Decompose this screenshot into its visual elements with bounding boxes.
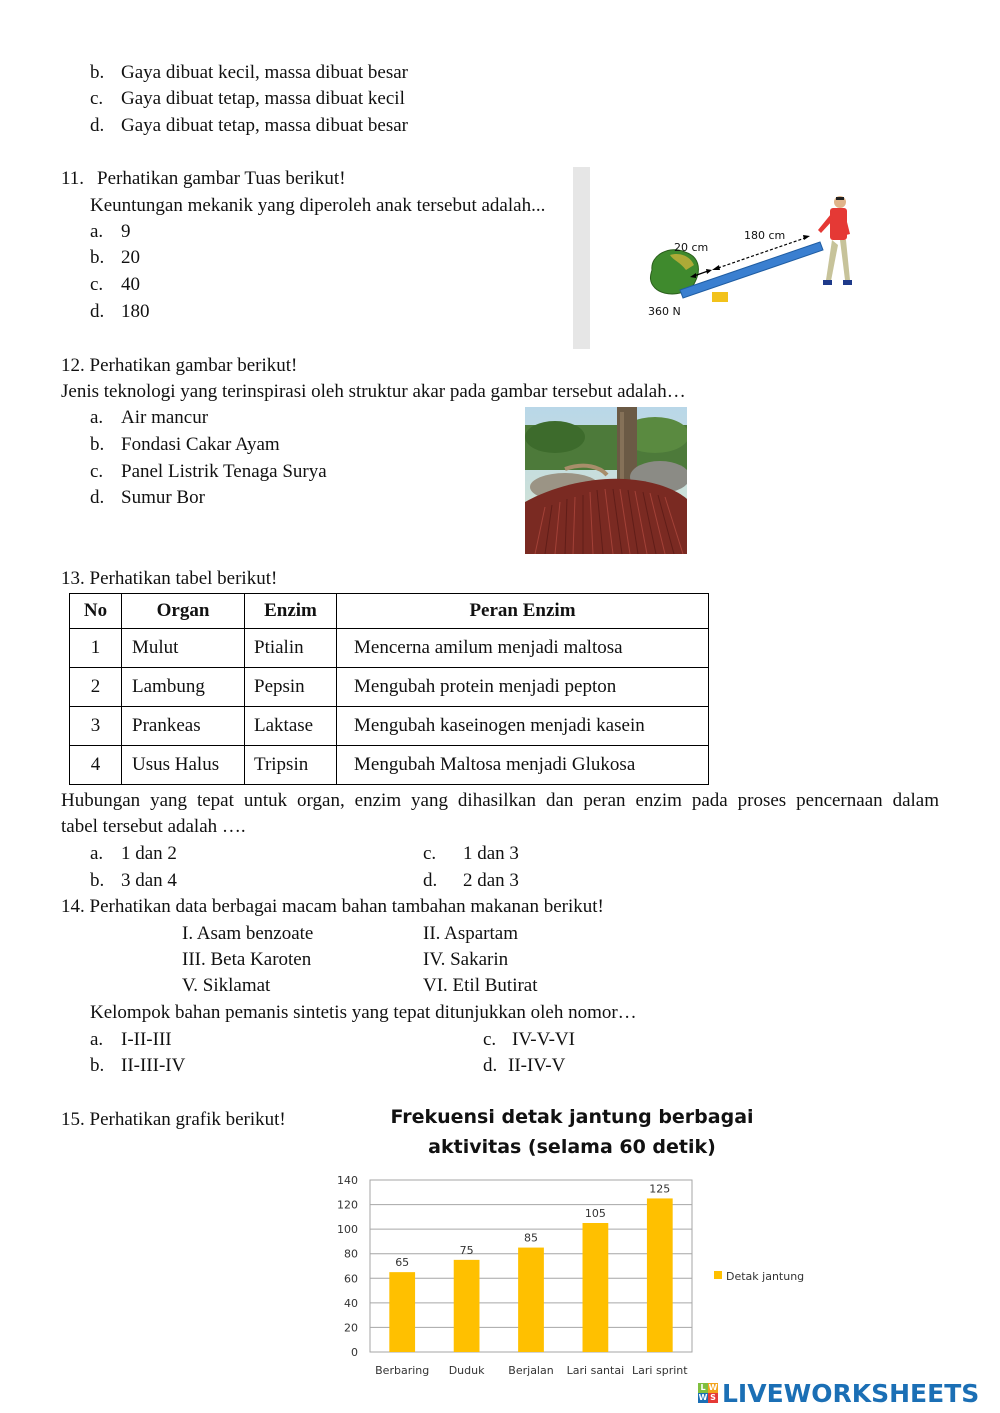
q11-opt-b-letter: b. bbox=[90, 247, 105, 268]
cell-peran: Mencerna amilum menjadi maltosa bbox=[337, 629, 709, 668]
lever-label-long: 180 cm bbox=[744, 229, 786, 242]
q13-opt-a-letter: a. bbox=[90, 843, 104, 864]
cell-organ: Usus Halus bbox=[122, 746, 245, 785]
figure-divider bbox=[573, 167, 590, 349]
q10-opt-c-letter: c. bbox=[90, 88, 104, 109]
q12-opt-c-letter: c. bbox=[90, 461, 104, 482]
header-no: No bbox=[70, 594, 122, 629]
bar bbox=[389, 1272, 415, 1352]
q15-title: 15. Perhatikan grafik berikut! bbox=[61, 1109, 286, 1130]
cell-no: 1 bbox=[70, 629, 122, 668]
liveworksheets-logo bbox=[698, 1378, 979, 1408]
q12-opt-d-letter: d. bbox=[90, 487, 105, 508]
q10-opt-b-letter: b. bbox=[90, 62, 105, 83]
y-tick-label: 40 bbox=[344, 1296, 358, 1310]
x-tick-label: Duduk bbox=[448, 1364, 485, 1377]
q11-opt-d-letter: d. bbox=[90, 301, 105, 322]
data-label: 105 bbox=[584, 1207, 606, 1220]
y-tick-label: 60 bbox=[344, 1272, 358, 1286]
data-label: 85 bbox=[524, 1231, 538, 1245]
table-row bbox=[70, 629, 709, 668]
table-row bbox=[70, 707, 709, 746]
q14-opt-a-letter: a. bbox=[90, 1029, 104, 1050]
q13-opt-c-text: 1 dan 3 bbox=[463, 843, 519, 864]
q11-number: 11. bbox=[61, 168, 85, 189]
q14-question: Kelompok bahan pemanis sintetis yang tepat ditunjukkan oleh nomor… bbox=[90, 1002, 637, 1023]
cell-no: 4 bbox=[70, 746, 122, 785]
y-tick-label: 80 bbox=[344, 1247, 358, 1261]
q12-title: 12. Perhatikan gambar berikut! bbox=[61, 355, 298, 376]
q13-question-line2: tabel tersebut adalah …. bbox=[61, 816, 246, 837]
q13-opt-d-letter: d. bbox=[423, 870, 438, 891]
q13-opt-b-letter: b. bbox=[90, 870, 105, 891]
y-tick-label: 0 bbox=[351, 1346, 358, 1359]
table-row bbox=[70, 746, 709, 785]
q14-item-4: IV. Sakarin bbox=[423, 949, 509, 970]
q13-opt-b-text: 3 dan 4 bbox=[121, 870, 177, 891]
data-label: 75 bbox=[459, 1243, 474, 1257]
cell-peran: Mengubah Maltosa menjadi Glukosa bbox=[337, 746, 709, 785]
x-tick-label: Berbaring bbox=[375, 1364, 430, 1377]
x-tick-label: Lari sprint bbox=[632, 1364, 688, 1377]
y-tick-label: 100 bbox=[337, 1223, 358, 1237]
palm-root-photo bbox=[525, 407, 687, 554]
q11-opt-a-text: 9 bbox=[121, 221, 131, 242]
q13-opt-c-letter: c. bbox=[423, 843, 437, 864]
bar bbox=[583, 1223, 609, 1352]
cell-enzim: Ptialin bbox=[245, 629, 337, 668]
q14-opt-a-text: I-II-III bbox=[121, 1029, 172, 1050]
q11-opt-c-letter: c. bbox=[90, 274, 104, 295]
cell-enzim: Pepsin bbox=[245, 668, 337, 707]
data-label: 65 bbox=[395, 1256, 410, 1270]
legend-label: Detak jantung bbox=[726, 1270, 805, 1283]
lever-label-short: 20 cm bbox=[674, 241, 709, 254]
q11-question: Keuntungan mekanik yang diperoleh anak tersebut adalah... bbox=[90, 195, 546, 216]
q14-opt-d-letter: d. bbox=[483, 1055, 498, 1076]
q12-opt-a-letter: a. bbox=[90, 407, 104, 428]
q12-question: Jenis teknologi yang terinspirasi oleh struktur akar pada gambar tersebut adalah… bbox=[61, 381, 686, 402]
header-enzim: Enzim bbox=[245, 594, 337, 629]
header-organ: Organ bbox=[122, 594, 245, 629]
q14-item-5: V. Siklamat bbox=[182, 975, 271, 996]
q12-opt-b-text: Fondasi Cakar Ayam bbox=[121, 434, 280, 455]
q11-opt-c-text: 40 bbox=[121, 274, 140, 295]
q14-item-3: III. Beta Karoten bbox=[182, 949, 312, 970]
logo-text: LIVEWORKSHEETS bbox=[722, 1378, 980, 1408]
q14-item-2: II. Aspartam bbox=[423, 923, 518, 944]
heart-rate-chart bbox=[320, 1168, 820, 1378]
q10-opt-d-text: Gaya dibuat tetap, massa dibuat besar bbox=[121, 115, 409, 136]
cell-peran: Mengubah protein menjadi pepton bbox=[337, 668, 709, 707]
lever-label-load: 360 N bbox=[648, 305, 681, 318]
x-tick-label: Berjalan bbox=[508, 1364, 554, 1377]
q10-opt-d-letter: d. bbox=[90, 115, 105, 136]
cell-no: 3 bbox=[70, 707, 122, 746]
bar bbox=[454, 1260, 480, 1352]
cell-organ: Mulut bbox=[122, 629, 245, 668]
legend-swatch bbox=[714, 1271, 722, 1279]
q12-opt-c-text: Panel Listrik Tenaga Surya bbox=[121, 461, 327, 482]
q11-opt-d-text: 180 bbox=[121, 301, 150, 322]
q14-item-6: VI. Etil Butirat bbox=[423, 975, 538, 996]
x-tick-label: Lari santai bbox=[566, 1364, 625, 1377]
chart-title-line2: aktivitas (selama 60 detik) bbox=[428, 1136, 716, 1158]
q10-opt-b-text: Gaya dibuat kecil, massa dibuat besar bbox=[121, 62, 409, 83]
q14-title: 14. Perhatikan data berbagai macam bahan tambahan makanan berikut! bbox=[61, 896, 604, 917]
fulcrum bbox=[712, 292, 728, 302]
q11-opt-b-text: 20 bbox=[121, 247, 140, 268]
cell-no: 2 bbox=[70, 668, 122, 707]
enzyme-table bbox=[69, 593, 709, 785]
q14-opt-c-letter: c. bbox=[483, 1029, 497, 1050]
data-label: 125 bbox=[649, 1182, 671, 1196]
q14-opt-c-text: IV-V-VI bbox=[512, 1029, 575, 1050]
bar bbox=[518, 1248, 544, 1352]
y-tick-label: 20 bbox=[344, 1321, 358, 1335]
cell-organ: Lambung bbox=[122, 668, 245, 707]
cell-peran: Mengubah kaseinogen menjadi kasein bbox=[337, 707, 709, 746]
logo-box-icon: L W W S bbox=[698, 1383, 718, 1402]
boy-figure bbox=[818, 196, 852, 285]
cell-enzim: Laktase bbox=[245, 707, 337, 746]
table-header-row bbox=[70, 594, 709, 629]
cell-enzim: Tripsin bbox=[245, 746, 337, 785]
chart-title-line1: Frekuensi detak jantung berbagai bbox=[390, 1106, 754, 1128]
q13-question-line1: Hubungan yang tepat untuk organ, enzim yang dihasilkan dan peran enzim pada proses pencernaan dalam bbox=[61, 790, 939, 811]
q13-opt-d-text: 2 dan 3 bbox=[463, 870, 519, 891]
q12-opt-b-letter: b. bbox=[90, 434, 105, 455]
q11-opt-a-letter: a. bbox=[90, 221, 104, 242]
bar bbox=[647, 1198, 673, 1352]
y-tick-label: 120 bbox=[337, 1198, 358, 1212]
y-tick-label: 140 bbox=[337, 1174, 358, 1187]
q14-opt-d-text: II-IV-V bbox=[508, 1055, 566, 1076]
q11-title: Perhatikan gambar Tuas berikut! bbox=[97, 168, 346, 189]
q13-title: 13. Perhatikan tabel berikut! bbox=[61, 568, 278, 589]
cell-organ: Prankeas bbox=[122, 707, 245, 746]
q13-opt-a-text: 1 dan 2 bbox=[121, 843, 177, 864]
table-row bbox=[70, 668, 709, 707]
q14-opt-b-text: II-III-IV bbox=[121, 1055, 186, 1076]
header-peran: Peran Enzim bbox=[337, 594, 709, 629]
q14-opt-b-letter: b. bbox=[90, 1055, 105, 1076]
q12-opt-a-text: Air mancur bbox=[121, 407, 209, 428]
q10-opt-c-text: Gaya dibuat tetap, massa dibuat kecil bbox=[121, 88, 405, 109]
q12-opt-d-text: Sumur Bor bbox=[121, 487, 205, 508]
q14-item-1: I. Asam benzoate bbox=[182, 923, 314, 944]
